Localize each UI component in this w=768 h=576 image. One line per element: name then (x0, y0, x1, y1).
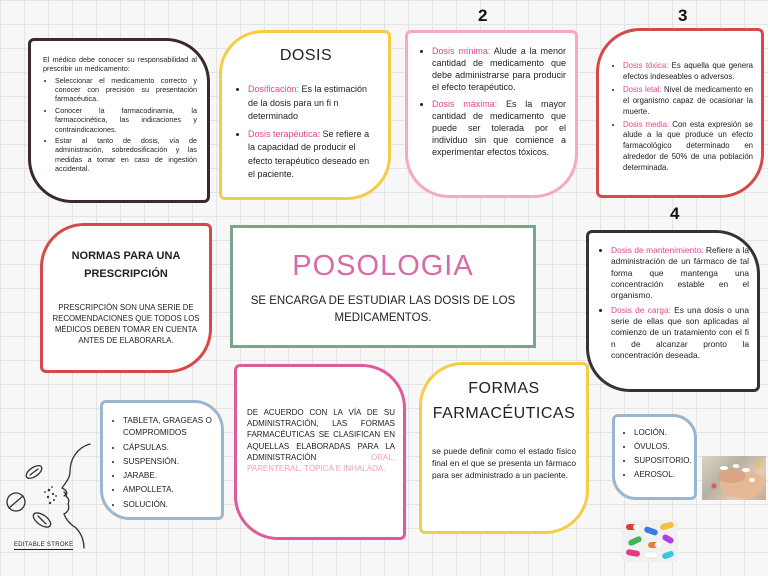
step-number-4: 4 (670, 204, 680, 223)
list-item (248, 83, 376, 124)
term-label: Dosis media: (623, 119, 670, 129)
dosis-title: DOSIS (279, 47, 333, 64)
mantenimiento-list (599, 245, 749, 361)
dosis-list (236, 83, 376, 182)
card-formas-orales (100, 400, 224, 520)
term-label: Dosis de carga: (611, 304, 671, 315)
card-normas-prescripcion (40, 223, 212, 373)
normas-title: NORMAS PARA UNA PRESCRIPCIÓN (71, 250, 181, 280)
term-text: Es la mayor cantidad de medicamento que puede ser tolerada por el individuo sin que comience a experimentar efectos tóxicos. (432, 98, 567, 158)
list-item (432, 45, 566, 94)
term-label: Dosis terapéutica: (248, 128, 321, 139)
list-item (623, 61, 753, 83)
list-item: • ÓVULOS. (634, 441, 690, 453)
card-formas-farmaceuticas (419, 362, 589, 534)
list-item: • SUPOSITORIO. (634, 455, 690, 467)
locion-list (622, 427, 690, 481)
toxica-list (611, 61, 753, 174)
term-text: Nivel de medicamento en el organismo capaz de ocasionar la muerte. (623, 84, 753, 116)
term-label: Dosis máxima: (432, 98, 498, 109)
capsules-image-icon (622, 520, 678, 562)
step-number-2: 2 (478, 6, 488, 25)
formas-text: se puede definir como el estado físico final en el que se presenta un fármaco para ser administrado a un paciente. (432, 445, 576, 480)
card-dosis-minima-maxima (405, 30, 578, 198)
normas-text: PRESCRIPCIÓN SON UNA SERIE DE RECOMENDACIONES QUE TODOS LOS MÉDICOS DEBEN TOMAR EN CUENTA ANTES DE ELABORARLA. (52, 303, 200, 345)
list-item: • SUSPENSIÓN. (123, 456, 215, 468)
via-text (247, 407, 395, 474)
term-text: Refiere a la administración de un fármaco de tal forma que mantenga una concentración estable en el organismo. (611, 245, 750, 301)
capsules-photo (622, 520, 678, 562)
term-label: Dosis tóxica: (623, 61, 669, 70)
list-item (432, 98, 566, 159)
medico-list (43, 76, 197, 174)
list-item: • AMPOLLETA. (123, 484, 215, 496)
term-text: Es aquella que genera efectos indeseables o adversos. (623, 61, 753, 81)
term-text: Alude a la menor cantidad de medicamento que debe administrarse para producir el efecto terapéutico. (432, 46, 567, 93)
formas-title: FORMAS FARMACÉUTICAS (432, 380, 576, 422)
list-item (248, 128, 376, 182)
list-item: • Conocer la farmacodinamia, la farmacocinética, las indicaciones y contraindicaciones. (55, 106, 197, 134)
term-label: Dosis letal: (623, 84, 662, 94)
page-subtitle: SE ENCARGA DE ESTUDIAR LAS DOSIS DE LOS MEDICAMENTOS. (250, 295, 516, 324)
list-item: • JARABE. (123, 470, 215, 482)
term-label: Dosificación: (248, 84, 300, 94)
medico-intro: El médico debe conocer su responsabilidad al prescribir un medicamento: (43, 55, 197, 74)
list-item (611, 245, 749, 302)
list-item (623, 120, 753, 175)
list-item: • Seleccionar el medicamento correcto y conocer con precisión su presentación farmacéutica. (55, 76, 197, 104)
term-text: Se refiere a la capacidad de producir el efecto terapéutico deseado en el paciente. (248, 128, 370, 179)
list-item: • TABLETA, GRAGEAS O COMPROMIDOS (123, 415, 215, 440)
card-medico-responsabilidad (28, 38, 210, 203)
term-label: Dosis mínima: (432, 46, 491, 56)
card-dosis (219, 30, 391, 200)
via-body: DE ACUERDO CON LA VÍA DE SU ADMINISTRACIÓN, LAS FORMAS FARMACÉUTICAS SE CLASIFICAN EN AQUELLAS ELABORADAS PARA LA ADMINISTRACIÓN (247, 408, 395, 462)
list-item: • CÁPSULAS. (123, 442, 215, 454)
via-highlight: ORAL, PARENTERAL, TÓPICA E INHALADA. (247, 452, 395, 473)
step-number-3: 3 (678, 6, 688, 25)
list-item: • LOCIÓN. (634, 427, 690, 439)
card-dosis-toxica (596, 28, 764, 198)
term-text: Es la estimación de la dosis para un fi n determinado (248, 84, 368, 121)
list-item (611, 305, 749, 362)
hands-pills-photo (702, 456, 766, 500)
hands-pills-image-icon (702, 456, 766, 500)
minima-list (420, 45, 566, 158)
tableta-list (111, 415, 215, 511)
list-item: • Estar al tanto de dosis, vía de administración, sobredosificación y las medidas a tomar en caso de ingestión accidental. (55, 136, 197, 173)
card-posologia-center (230, 225, 536, 348)
editable-stroke-label: EDITABLE STROKE (14, 542, 74, 548)
term-text: Con esta expresión se alude a la que produce un efecto farmacológico determinado en alrededor de 50% de una población determinada. (623, 119, 753, 173)
list-item: • SOLUCIÓN. (123, 499, 215, 511)
page-title: POSOLOGIA (292, 250, 474, 282)
term-text: Es una dosis o una serie de ellas que son aplicadas al comienzo de un tratamiento con el fi n de alcanzar pronto la concentración deseada. (611, 304, 749, 361)
card-via-administracion (234, 364, 406, 540)
list-item: • AEROSOL. (634, 469, 690, 481)
term-label: Dosis de mantenimiento: (611, 245, 704, 255)
face-pills-illustration-icon (4, 442, 96, 550)
card-dosis-mantenimiento (586, 230, 760, 392)
list-item (623, 85, 753, 118)
card-formas-topicas (612, 414, 697, 500)
